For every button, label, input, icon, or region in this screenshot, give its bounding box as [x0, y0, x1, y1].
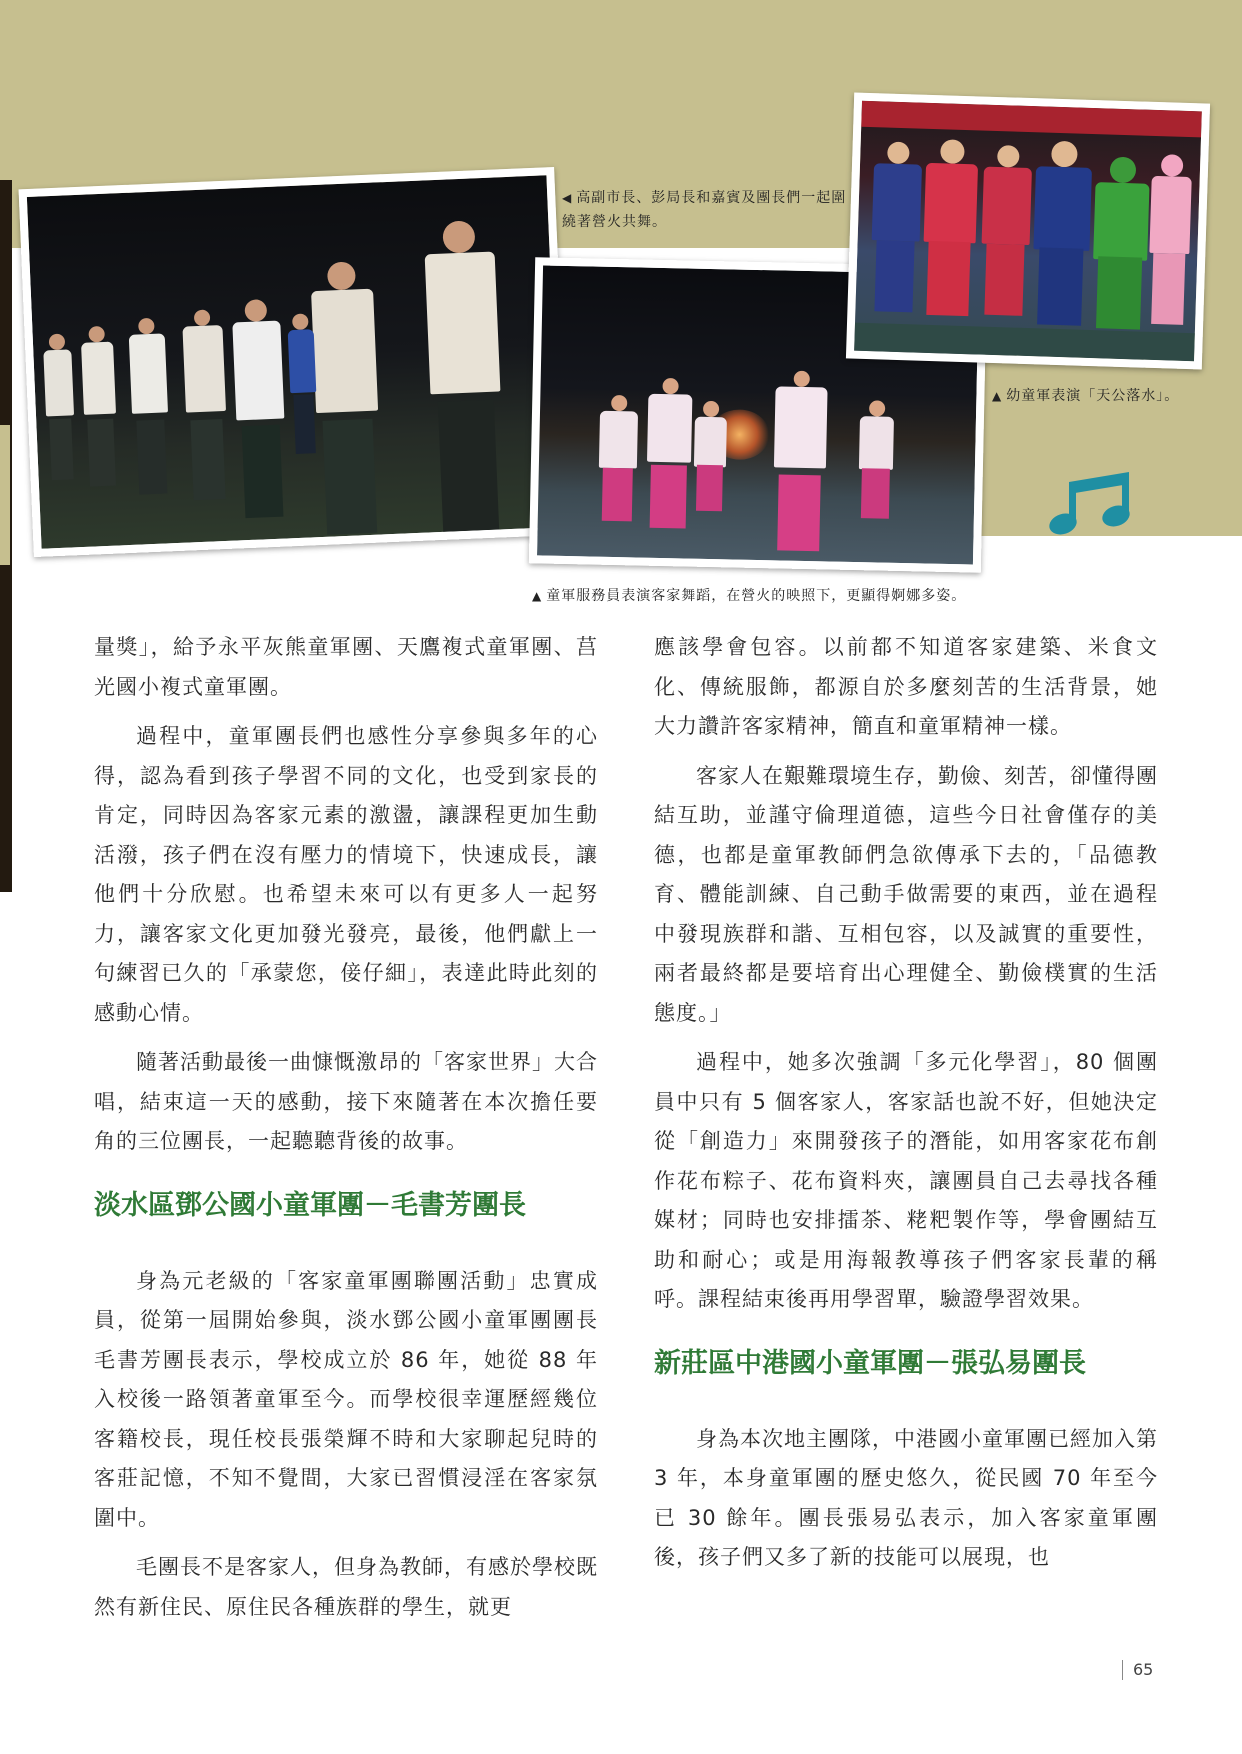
- child-figure: [1147, 154, 1192, 325]
- music-note-icon: [1045, 470, 1135, 536]
- paragraph: 身為元老級的「客家童軍團聯團活動」忠實成員，從第一屆開始參與，淡水鄧公國小童軍團團長毛書芳團長表示，學校成立於 86 年，她從 88 年入校後一路領著童軍至今。而學校很幸運歷經幾位客籍校長，現任校長張榮輝不時和大家聊起兒時的客莊記憶，不知不覺間，大家已習慣浸淫在客家氛圍中。: [94, 1268, 598, 1530]
- dancer-figure: [646, 378, 693, 529]
- person-figure: [231, 299, 288, 519]
- child-figure: [921, 139, 979, 317]
- caption-photo3: [992, 384, 1232, 408]
- photo-cub-scouts: [846, 92, 1210, 369]
- section-heading: 新莊區中港國小童軍團－張弘易團長: [654, 1347, 1086, 1379]
- person-figure: [128, 317, 171, 494]
- photo-campfire-dance: [19, 167, 573, 557]
- caption-text: 幼童軍表演「天公落水」。: [1006, 388, 1180, 404]
- person-figure: [43, 333, 77, 480]
- caption-photo1: [562, 186, 852, 234]
- left-photo-strip: [0, 180, 12, 892]
- dancer-figure: [598, 395, 639, 522]
- tent-canopy: [861, 101, 1202, 138]
- paragraph: 過程中，她多次強調「多元化學習」，80 個團員中只有 5 個客家人，客家話也說不好，但她決定從「創造力」來開發孩子的潛能，如用客家花布創作花布粽子、花布資料夾，讓團員自己去尋找各種媒材；同時也安排擂茶、粩粑製作等，學會團結互助和耐心；或是用海報教導孩子們客家長輩的稱呼。課程結束後再用學習單，驗證學習效果。: [654, 1050, 1158, 1311]
- triangle-icon: ◀: [562, 191, 573, 205]
- child-figure: [979, 145, 1032, 316]
- caption-text: 童軍服務員表演客家舞蹈，在營火的映照下，更顯得婀娜多姿。: [546, 588, 967, 604]
- paragraph: 量獎」，給予永平灰熊童軍團、天鷹複式童軍團、莒光國小複式童軍團。: [94, 635, 598, 699]
- paragraph: 應該學會包容。以前都不知道客家建築、米食文化、傳統服飾，都源自於多麼刻苦的生活背景，她大力讚許客家精神，簡直和童軍精神一樣。: [654, 635, 1158, 738]
- caption-text: 高副市長、彭局長和嘉賓及團長們一起圍繞著營火共舞。: [562, 190, 847, 230]
- page-number: 65: [1122, 1660, 1153, 1680]
- article-left-column: [94, 628, 598, 1627]
- triangle-icon: ▲: [532, 589, 543, 603]
- person-figure: [182, 309, 230, 501]
- dancer-figure: [693, 401, 727, 512]
- paragraph: 身為本次地主團隊，中港國小童軍團已經加入第 3 年，本身童軍團的歷史悠久，從民國 70 年至今已 30 餘年。團長張易弘表示，加入客家童軍團後，孩子們又多了新的技能可以展現，也: [654, 1426, 1158, 1569]
- frog-costume-figure: [1091, 156, 1150, 330]
- person-figure: [423, 220, 506, 533]
- article-right-column: [654, 628, 1158, 1578]
- dancer-figure: [772, 370, 828, 551]
- child-figure: [869, 141, 922, 312]
- paragraph: 客家人在艱難環境生存，勤儉、刻苦，卻懂得團結互助，並謹守倫理道德，這些今日社會僅存的美德，也都是童軍教師們急欲傳承下去的，「品德教育、體能訓練、自己動手做需要的東西，並在過程中發現族群和諧、互相包容，以及誠實的重要性，兩者最終都是要培育出心理健全、勤儉樸實的生活態度。」: [654, 763, 1158, 1025]
- section-heading: 淡水區鄧公國小童軍團－毛書芳團長: [94, 1189, 526, 1221]
- paragraph: 毛團長不是客家人，但身為教師，有感於學校既然有新住民、原住民各種族群的學生，就更: [94, 1555, 598, 1619]
- person-figure: [80, 326, 119, 487]
- paragraph: 過程中，童軍團長們也感性分享參與多年的心得，認為看到孩子學習不同的文化，也受到家長的肯定，同時因為客家元素的激盪，讓課程更加生動活潑，孩子們在沒有壓力的情境下，快速成長，讓他們十分欣慰。也希望未來可以有更多人一起努力，讓客家文化更加發光發亮，最後，他們獻上一句練習已久的「承蒙您，倿仔細」，表達此時此刻的感動心情。: [94, 724, 598, 1025]
- left-strip-accent: [0, 425, 10, 565]
- caption-photo2: [532, 584, 1092, 608]
- paragraph: 隨著活動最後一曲慷慨激昂的「客家世界」大合唱，結束這一天的感動，接下來隨著在本次擔任要角的三位團長，一起聽聽背後的故事。: [94, 1050, 598, 1153]
- triangle-icon: ▲: [992, 389, 1003, 403]
- dancer-figure: [858, 400, 894, 519]
- child-figure: [1031, 140, 1093, 326]
- person-figure: [310, 261, 383, 535]
